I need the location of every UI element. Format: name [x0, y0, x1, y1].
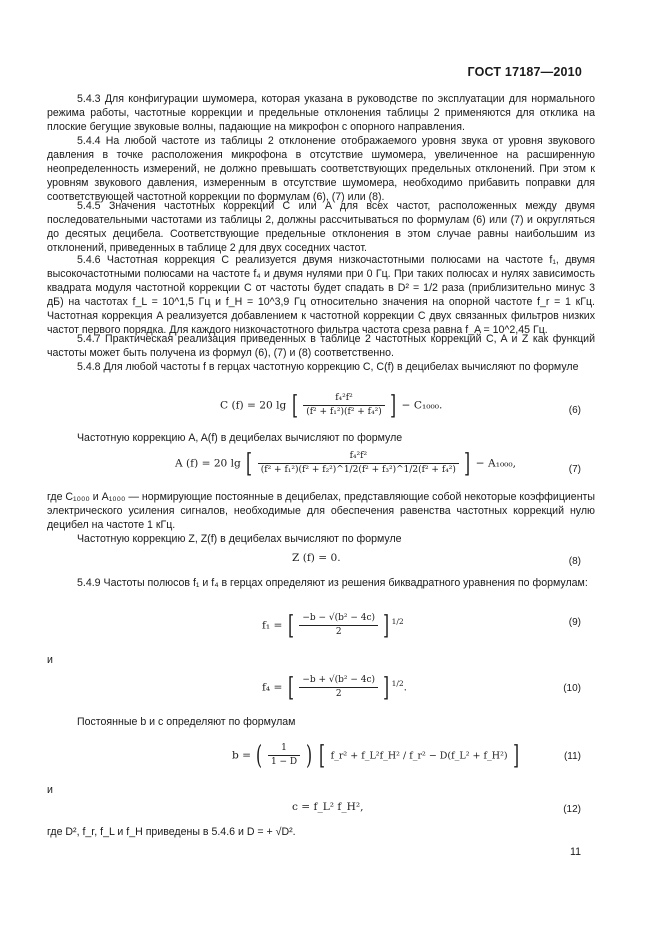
- formula-6-denominator: (f² + f₁²)(f² + f₄²): [306, 407, 382, 417]
- paragraph-a-intro: Частотную коррекцию A, A(f) в децибелах вычисляют по формуле: [77, 432, 403, 444]
- paragraph-5-4-9: 5.4.9 Частоты полюсов f₁ и f₄ в герцах определяют из решения биквадратного уравнения по формулам:: [77, 577, 588, 589]
- bracket-left: [: [319, 740, 326, 771]
- paragraph-where-final: где D², f_r, f_L и f_H приведены в 5.4.6 и D = + √D².: [47, 826, 296, 838]
- formula-10-lhs: f₄ =: [262, 681, 283, 694]
- bracket-left: [: [246, 448, 253, 479]
- bracket-left: [: [287, 672, 294, 703]
- formula-11-coef-numerator: 1: [268, 742, 300, 756]
- paragraph-5-4-8: 5.4.8 Для любой частоты f в герцах частотную коррекцию C, C(f) в децибелах вычисляют по формуле: [77, 361, 579, 373]
- conjunction-and-2: и: [47, 784, 53, 796]
- paragraph-z-intro: Частотную коррекцию Z, Z(f) в децибелах вычисляют по формуле: [77, 533, 402, 545]
- paragraph-5-4-3: 5.4.3 Для конфигурации шумомера, которая указана в руководстве по эксплуатации для нормального режима работы, частотные коррекции и предельные отклонения таблицы 2 применяются для отклика на плоские бегущие звуковые волны, падающие на микрофон с опорного направления.: [47, 93, 595, 133]
- formula-9-power: 1/2: [391, 616, 404, 626]
- formula-9-numerator: −b − √(b² − 4c): [299, 612, 378, 626]
- formula-6-number: (6): [568, 405, 581, 416]
- page-number: 11: [570, 846, 581, 858]
- formula-10-power: 1/2: [391, 678, 404, 688]
- formula-11-number: (11): [563, 751, 581, 762]
- formula-12-number: (12): [563, 804, 581, 815]
- formula-7-fraction: [258, 450, 459, 477]
- paragraph-5-4-5: 5.4.5 Значения частотных коррекций C или A для всех частот, расположенных между двумя последовательными частотами из таблицы 2, должны рассчитываться по формулам (6) или (7) и округляться до десятых децибела. Соответствующие предельные отклонения в этом случае равны наибольшим из отклонений, приведенных в таблице 2 для двух соседних частот.: [47, 200, 595, 254]
- formula-10: [262, 674, 407, 701]
- paragraph-bc-intro: Постоянные b и c определяют по формулам: [77, 716, 296, 728]
- formula-7-tail: − A₁₀₀₀,: [475, 457, 517, 470]
- formula-10-number: (10): [563, 683, 581, 694]
- formula-11-coef-denominator: 1 − D: [270, 757, 298, 767]
- bracket-right: ]: [383, 610, 390, 641]
- formula-6-numerator: f₄²f²: [303, 392, 385, 406]
- formula-6-lhs: C (f) = 20 lg: [220, 399, 287, 412]
- formula-9-denominator: 2: [335, 627, 342, 637]
- formula-9-number: (9): [568, 617, 581, 628]
- formula-7: [175, 450, 516, 477]
- formula-9-fraction: [299, 612, 378, 639]
- bracket-right: ]: [512, 740, 520, 771]
- paragraph-5-4-7: 5.4.7 Практическая реализация приведенных в таблице 2 частотных коррекций C, A и Z как функций частоты может быть получена из формул (6), (7) и (8) соответственно.: [47, 333, 595, 359]
- bracket-left: [: [287, 610, 294, 641]
- bracket-right: ]: [390, 390, 397, 421]
- formula-10-denominator: 2: [335, 689, 342, 699]
- formula-12: c = f_L² f_H²,: [292, 801, 364, 813]
- standard-header: ГОСТ 17187—2010: [467, 65, 582, 79]
- formula-10-numerator: −b + √(b² − 4c): [299, 674, 378, 688]
- formula-11-coefficient: [268, 742, 300, 769]
- formula-6: [220, 392, 442, 419]
- formula-8-number: (8): [568, 556, 581, 567]
- formula-10-fraction: [299, 674, 378, 701]
- formula-11-lhs: b =: [232, 749, 252, 762]
- formula-7-numerator: f₄²f²: [258, 450, 459, 464]
- paragraph-5-4-4: 5.4.4 На любой частоте из таблицы 2 отклонение отображаемого уровня звука от уровня звукового давления в точке расположения микрофона в отсутствие шумомера, увеличенное на расширенную неопределенность измерений, не должно превышать соответствующих предельных отклонений. При этом к уровням звукового давления, измеренным в отсутствие шумомера, необходимо прибавить поправки для соответствующей частотной коррекции по формулам (6), (7) или (8).: [47, 135, 595, 203]
- conjunction-and-1: и: [47, 654, 53, 666]
- formula-7-denominator: (f² + f₁²)(f² + f₂²)^1/2(f² + f₃²)^1/2(f² + f₄²): [260, 465, 456, 475]
- formula-11: [232, 742, 521, 769]
- formula-11-body: f_r² + f_L²f_H² / f_r² − D(f_L² + f_H²): [330, 750, 508, 762]
- formula-10-tail: .: [403, 681, 408, 694]
- bracket-left: [: [291, 390, 298, 421]
- formula-9: [262, 612, 404, 639]
- bracket-right: ]: [383, 672, 390, 703]
- bracket-right: ]: [464, 448, 471, 479]
- formula-6-tail: − C₁₀₀₀.: [401, 399, 443, 412]
- paragraph-where-normalizing: где C₁₀₀₀ и A₁₀₀₀ — нормирующие постоянные в децибелах, представляющие собой некоторые коэффициенты электрического усиления сигналов, необходимые для обеспечения равенства частотных коррекций нулю децибел на частоте 1 кГц.: [47, 491, 596, 531]
- formula-8: Z (f) = 0.: [292, 552, 341, 564]
- formula-7-number: (7): [568, 464, 581, 475]
- paren-right: ): [305, 740, 312, 771]
- formula-9-lhs: f₁ =: [262, 619, 283, 632]
- formula-6-fraction: [303, 392, 385, 419]
- paren-left: (: [256, 740, 263, 771]
- formula-7-lhs: A (f) = 20 lg: [175, 457, 241, 470]
- paragraph-5-4-6: 5.4.6 Частотная коррекция C реализуется двумя низкочастотными полюсами на частоте f₁, двумя высокочастотными полюсами на частоте f₄ и двумя нулями при 0 Гц. При таких полюсах и нулях зависимость квадрата модуля частотной коррекции C от частоты будет спадать в D² = 1/2 раза (приблизительно минус 3 дБ) на частотах f_L = 10^1,5 Гц и f_H = 10^3,9 Гц относительно значения на опорной частоте f_r = 1 кГц. Частотная коррекция A реализуется добавлением к частотной коррекции C двух связанных фильтров низких частот первого порядка. Для каждого низкочастотного фильтра частота среза равна f_A = 10^2,45 Гц.: [47, 254, 595, 336]
